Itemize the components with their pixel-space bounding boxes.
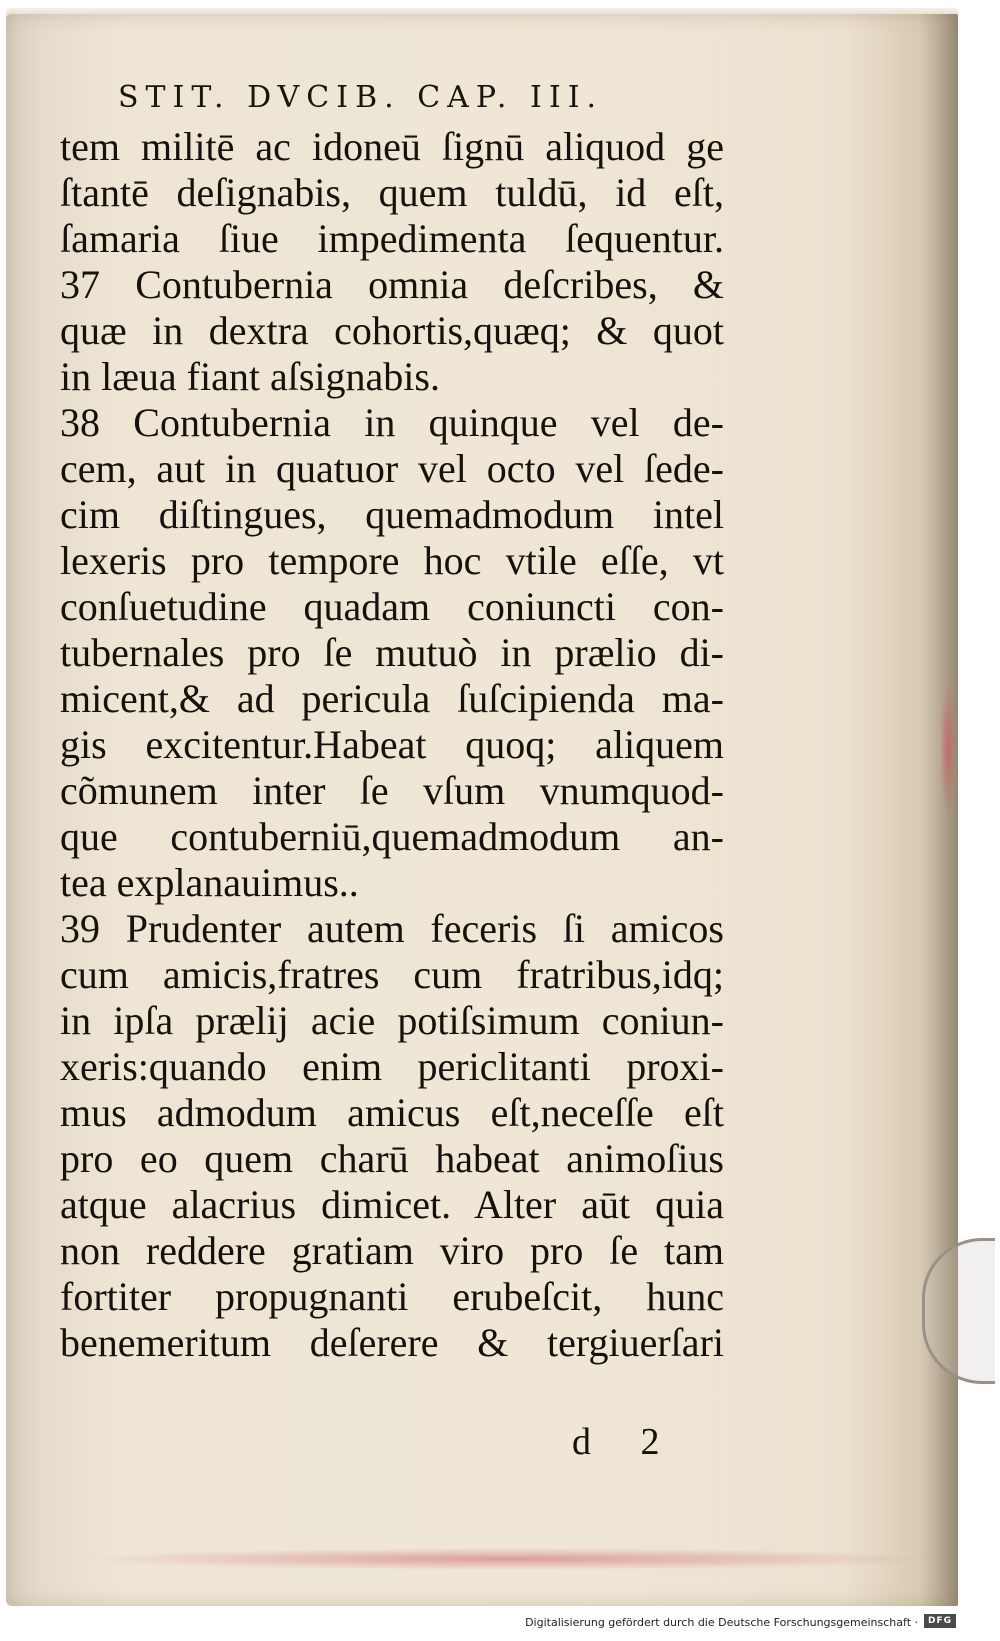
text-line: fortiter propugnanti erubeſcit, hunc [60,1274,724,1319]
text-line: pro eo quem charū habeat animoſius [60,1136,724,1181]
red-edge-stain [940,680,956,820]
text-line: gis excitentur.Habeat quoq; aliquem [60,722,724,767]
signature-mark: d 2 [572,1421,680,1463]
text-line: lexeris pro tempore hoc vtile eſſe, vt [60,538,724,583]
funding-credit: Digitalisierung gefördert durch die Deutsche Forschungsgemeinschaft · [525,1616,918,1629]
text-line: mus admodum amicus eſt,neceſſe eſt [60,1090,724,1135]
text-line: 39 Prudenter autem feceris ſi amicos [60,906,724,951]
text-line: xeris:quando enim periclitanti proxi- [60,1044,724,1089]
text-line: tea explanauimus.. [60,860,359,905]
text-line: conſuetudine quadam coniuncti con- [60,584,724,629]
text-line: que contuberniū,quemadmodum an- [60,814,724,859]
text-line: benemeritum deſerere & tergiuerſari [60,1320,724,1365]
text-line: cem, aut in quatuor vel octo vel ſede- [60,446,724,491]
text-line: micent,& ad pericula ſuſcipienda ma- [60,676,724,721]
body-text [60,124,724,1366]
text-line: 38 Contubernia in quinque vel de- [60,400,724,445]
text-line: cum amicis,fratres cum fratribus,idq; [60,952,724,997]
text-line: ſamaria ſiue impedimenta ſequentur. [60,216,724,261]
text-line: quæ in dextra cohortis,quæq; & quot [60,308,724,353]
text-line: tubernales pro ſe mutuò in prælio di- [60,630,724,675]
digitization-footer [0,1610,1000,1641]
text-line: in ipſa prælij acie potiſsimum coniun- [60,998,724,1043]
text-line: cim diſtingues, quemadmodum intel [60,492,724,537]
text-line: non reddere gratiam viro pro ſe tam [60,1228,724,1273]
text-line: tem militē ac idoneū ſignū aliquod ge [60,124,724,169]
text-line: atque alacrius dimicet. Alter aūt quia [60,1182,724,1227]
red-bottom-stain [80,1548,940,1570]
text-line: 37 Contubernia omnia deſcribes, & [60,262,724,307]
text-line: in læua fiant aſsignabis. [60,354,440,399]
dfg-logo: DFG [924,1614,956,1628]
text-line: ſtantē deſignabis, quem tuldū, id eſt, [60,170,724,215]
running-head: STIT. DVCIB. CAP. III. [118,80,604,115]
text-line: cõmunem inter ſe vſum vnumquod- [60,768,724,813]
